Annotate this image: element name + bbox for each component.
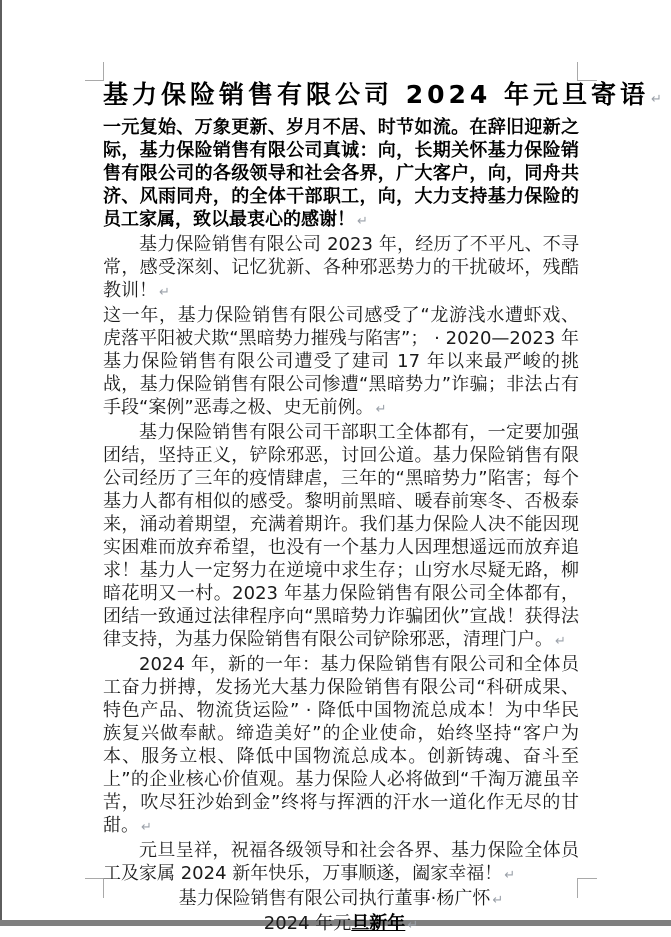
paragraph-text: 一元复始、万象更新、岁月不居、时节如流。在辞旧迎新之际，基力保险销售有限公司真诚：向，长期关怀基力保险销售有限公司的各级领导和社会各界，广大客户，向，同舟共济、风雨同舟，的全体干部职工，向，大力支持基力保险的员工家属，致以最衷心的感谢！ [103,117,579,230]
document-title[interactable] [103,78,662,116]
paragraph-hardships[interactable] [103,304,579,421]
paragraph-text: 基力保险销售有限公司干部职工全体都有，一定要加强团结，坚持正义，铲除邪恶，讨回公道。基力保险销售有限公司经历了三年的疫情肆虐，三年的“黑暗势力”陷害；每个基力人都有相似的感受。黎明前黑暗、暖春前寒冬、否极泰来，涌动着期望，充满着期许。我们基力保险人决不能因现实困难而放弃希望，也没有一个基力人因理想遥远而放弃追求！基力人一定努力在逆境中求生存；山穷水尽疑无路，柳暗花明又一村。2023 年基力保险销售有限公司全体都有，团结一致通过法律程序向“黑暗势力诈骗团伙”宣战！获得法律支持，为基力保险销售有限公司铲除邪恶，清理门户。 [103,422,579,650]
pilcrow-icon: ↵ [159,285,170,300]
paragraph-text: 基力保险销售有限公司 2023 年，经历了不平凡、不寻常，感受深刻、记忆犹新、各种邪恶势力的干扰破坏，残酷教训！ [103,234,579,301]
crop-mark-top-right [577,62,597,81]
pilcrow-icon: ↵ [141,820,152,835]
signature-text: 基力保险销售有限公司执行董事·杨广怀 [178,888,491,909]
paragraph-2024-outlook[interactable] [103,653,579,839]
pilcrow-icon: ↵ [407,918,419,933]
pilcrow-icon: ↵ [555,634,566,649]
crop-mark-bottom-left [85,878,104,898]
paragraph-unity[interactable] [103,421,579,653]
paragraph-text: 这一年，基力保险销售有限公司感受了“龙游浅水遭虾戏、虎落平阳被犬欺“黑暗势力摧残与陷害”； · 2020—2023 年基力保险销售有限公司遭受了建司 17 年以来最严峻的挑战，基力保险销售有限公司惨遭“黑暗势力”诈骗；非法占有手段“案例”恶毒之极、史无前例。 [103,305,579,418]
date-line[interactable] [103,912,579,937]
document-title-text: 基力保险销售有限公司 2024 年元旦寄语 [103,80,649,109]
date-line-prefix: 2024 年元 [263,913,352,934]
paragraph-2023-review[interactable] [103,233,579,304]
signature-line[interactable] [103,887,579,912]
pilcrow-icon: ↵ [504,868,516,883]
pilcrow-icon: ↵ [492,893,504,908]
pilcrow-icon: ↵ [375,402,387,417]
pilcrow-icon: ↵ [357,214,368,229]
pilcrow-icon: ↵ [651,92,662,107]
date-line-emphasis: 旦新年 [351,913,406,934]
paragraph-text: 2024 年，新的一年：基力保险销售有限公司和全体员工奋力拼搏，发扬光大基力保险销售有限公司“科研成果、特色产品、物流货运险” · 降低中国物流总成本！为中华民族复兴做奉献。缔造美好”的企业使命，始终坚持“客户为本、服务立根、降低中国物流总成本。创新铸魂、奋斗至上”的企业核心价值观。基力保险人必将做到“千淘万漉虽辛苦，吹尽狂沙始到金”终将与挥洒的汗水一道化作无尽的甘甜。 [103,654,579,836]
crop-mark-top-left [85,62,104,81]
paragraph-text: 元旦呈祥，祝福各级领导和社会各界、基力保险全体员工及家属 2024 新年快乐，万事顺遂，阖家幸福！ [103,840,579,884]
crop-mark-bottom-right [577,878,597,898]
paragraph-blessing[interactable] [103,839,579,887]
window-left-edge-line [0,0,2,926]
document-text-area[interactable] [103,78,662,937]
paragraph-greeting-intro[interactable] [103,116,579,233]
